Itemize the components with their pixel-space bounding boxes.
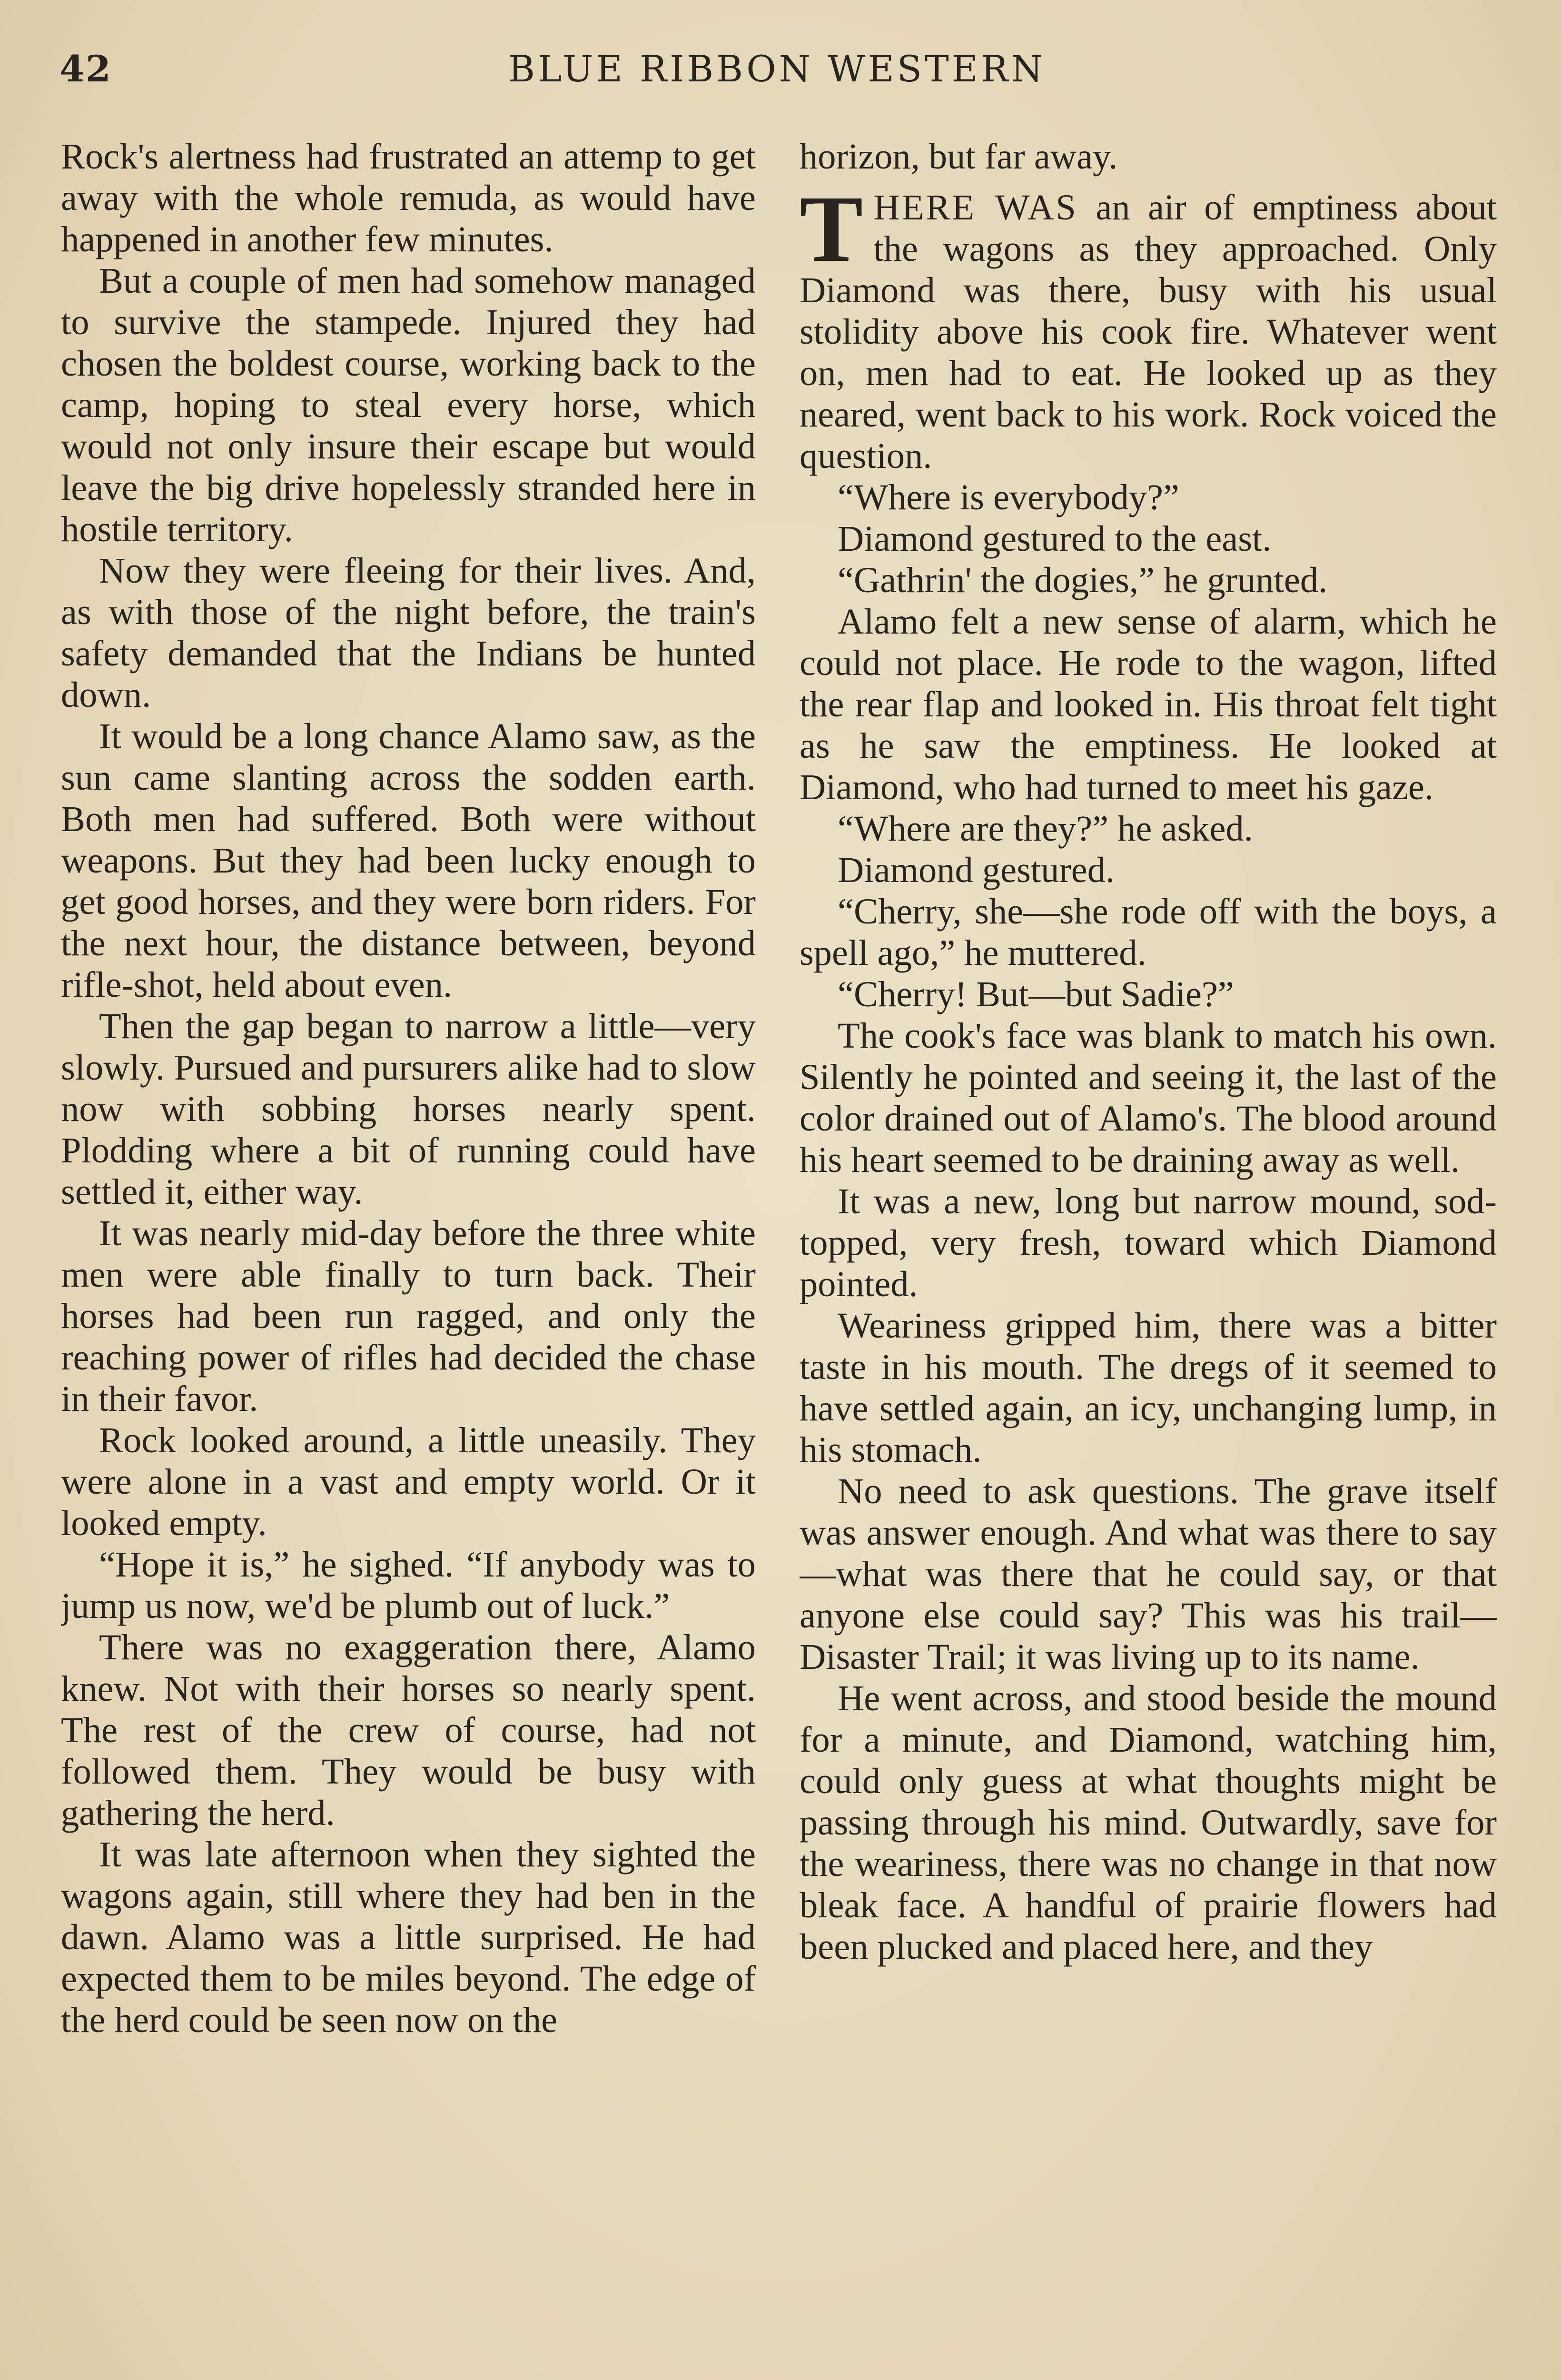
lead-in-caps: HERE WAS bbox=[873, 187, 1078, 228]
left-column bbox=[61, 136, 756, 2380]
paragraph: No need to ask questions. The grave itself was answer enough. And what was there to say—what was there that he could say, or that anyone else could say? This was his trail—Disaster Trail; it was living up to its name. bbox=[800, 1471, 1497, 1677]
paragraph: “Cherry, she—she rode off with the boys, a spell ago,” he muttered. bbox=[800, 891, 1497, 973]
paragraph-continuation: horizon, but far away. bbox=[800, 136, 1118, 177]
section-opening-paragraph bbox=[800, 177, 1497, 476]
paragraph: But a couple of men had somehow managed to survive the stampede. Injured they had chosen the boldest course, working back to the camp, hoping to steal every horse, which would not only insure their escape but would leave the big drive hopelessly stranded here in hostile territory. bbox=[61, 260, 756, 549]
paragraph: Now they were fleeing for their lives. And, as with those of the night before, the train's safety demanded that the Indians be hunted down. bbox=[61, 550, 756, 715]
paragraph: It was nearly mid-day before the three white men were able finally to turn back. Their horses had been run ragged, and only the reaching power of rifles had decided the chase in their favor. bbox=[61, 1213, 756, 1419]
paragraph: Diamond gestured to the east. bbox=[838, 518, 1272, 559]
lead-in-text: an air of emptiness about the wagons as they approached. Only Diamond was there, busy with his usual stolidity above his cook fire. Whatever went on, men had to eat. He looked up as they neared, went back to his work. Rock voiced the question. bbox=[800, 187, 1497, 476]
paragraph: It would be a long chance Alamo saw, as the sun came slanting across the sodden earth. Both men had suffered. Both were without weapons. But they had been lucky enough to get good horses, and they were born riders. For the next hour, the distance between, beyond rifle-shot, held about even. bbox=[61, 716, 756, 1005]
paragraph: “Where are they?” he asked. bbox=[838, 808, 1253, 849]
right-column bbox=[800, 136, 1497, 2380]
paragraph: Rock looked around, a little uneasily. They were alone in a vast and empty world. Or it looked empty. bbox=[61, 1420, 756, 1543]
page-number: 42 bbox=[59, 48, 112, 90]
paragraph: “Cherry! But—but Sadie?” bbox=[838, 974, 1234, 1014]
running-head bbox=[59, 48, 1494, 100]
paragraph: Weariness gripped him, there was a bitter taste in his mouth. The dregs of it seemed to have settled again, an icy, unchanging lump, in his stomach. bbox=[800, 1305, 1497, 1470]
paragraph: Rock's alertness had frustrated an attemp to get away with the whole remuda, as would have happened in another few minutes. bbox=[61, 136, 756, 259]
paragraph: The cook's face was blank to match his own. Silently he pointed and seeing it, the last of the color drained out of Alamo's. The blood around his heart seemed to be draining away as well. bbox=[800, 1015, 1497, 1180]
paragraph: It was a new, long but narrow mound, sod-topped, very fresh, toward which Diamond pointed. bbox=[800, 1181, 1497, 1304]
paragraph: He went across, and stood beside the mound for a minute, and Diamond, watching him, could only guess at what thoughts might be passing through his mind. Outwardly, save for the weariness, there was no change in that now bleak face. A handful of prairie flowers had been plucked and placed here, and they bbox=[800, 1678, 1497, 1967]
magazine-title: BLUE RIBBON WESTERN bbox=[508, 48, 1046, 90]
paragraph: Diamond gestured. bbox=[838, 850, 1115, 890]
paragraph: Then the gap began to narrow a little—very slowly. Pursued and pursurers alike had to slow now with sobbing horses nearly spent. Plodding where a bit of running could have settled it, either way. bbox=[61, 1006, 756, 1212]
paragraph: There was no exaggeration there, Alamo knew. Not with their horses so nearly spent. The rest of the crew of course, had not followed them. They would be busy with gathering the herd. bbox=[61, 1627, 756, 1833]
paragraph: “Hope it is,” he sighed. “If anybody was to jump us now, we'd be plumb out of luck.” bbox=[61, 1544, 756, 1626]
paragraph: “Where is everybody?” bbox=[838, 477, 1179, 517]
paragraph: “Gathrin' the dogies,” he grunted. bbox=[838, 560, 1328, 600]
drop-cap: T bbox=[800, 177, 863, 282]
paragraph: It was late afternoon when they sighted the wagons again, still where they had ben in the dawn. Alamo was a little surprised. He had expected them to be miles beyond. The edge of the herd could be seen now on the bbox=[61, 1834, 756, 2040]
paragraph: Alamo felt a new sense of alarm, which he could not place. He rode to the wagon, lifted the rear flap and looked in. His throat felt tight as he saw the emptiness. He looked at Diamond, who had turned to meet his gaze. bbox=[800, 601, 1497, 807]
